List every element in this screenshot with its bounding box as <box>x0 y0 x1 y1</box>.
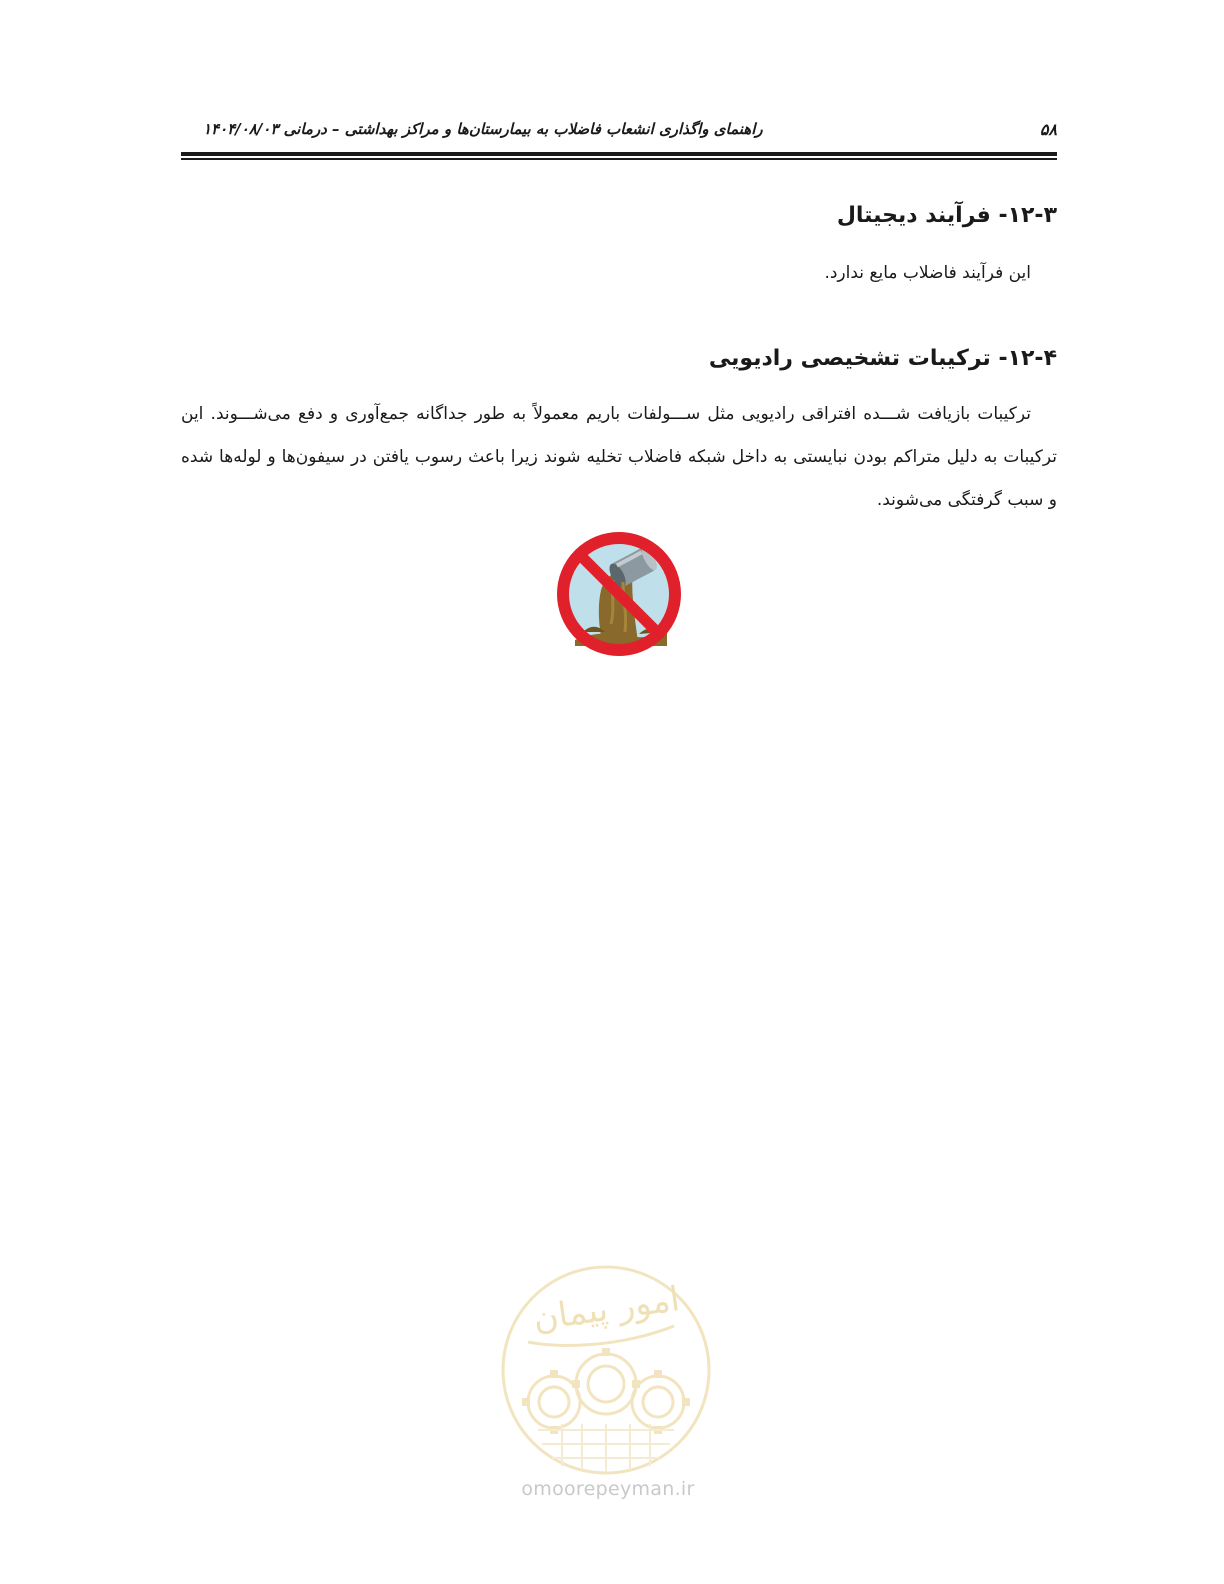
section-body-radiology: ترکیبات بازیافت شـــده افتراقی رادیویی مثل ســـولفات باریم معمولاً به طور جداگانه جمع‌آوری و دفع می‌شـــوند. این ترکیبات به دلیل متراکم بودن نبایستی به داخل شبکه فاضلاب تخلیه شوند زیرا باعث رسوب یافتن در سیفون‌ها و لوله‌ها شده و سبب گرفتگی می‌شوند. <box>181 404 1057 510</box>
no-dumping-icon <box>553 528 685 660</box>
page-content <box>181 196 1057 522</box>
header-title: راهنمای واگذاری انشعاب فاضلاب به بیمارستان‌ها و مراکز بهداشتی – درمانی <box>283 120 763 138</box>
header-rule-thick <box>181 152 1057 156</box>
running-title <box>181 120 763 138</box>
watermark-site: omoorepeyman.ir <box>521 1478 695 1500</box>
header-rule-thin <box>181 158 1057 160</box>
section-body-digital: این فرآیند فاضلاب مایع ندارد. <box>824 263 1031 283</box>
section-heading-radiology: ۱۲-۴- ترکیبات تشخیصی رادیویی <box>708 346 1057 371</box>
page-header <box>181 118 1057 148</box>
watermark-logo <box>498 1262 714 1478</box>
section-heading-digital: ۱۲-۳- فرآیند دیجیتال <box>836 203 1057 228</box>
watermark-logo-text: امور پیمان <box>530 1279 683 1340</box>
header-date: ۱۴۰۴/۰۸/۰۳ <box>203 120 279 138</box>
page-number: ۵۸ <box>1039 120 1057 139</box>
